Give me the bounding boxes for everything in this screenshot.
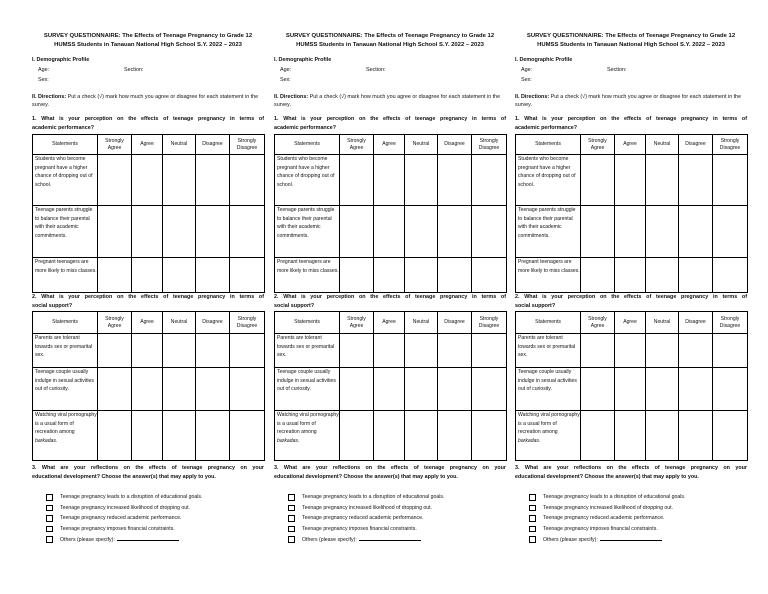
answer-cell[interactable]	[163, 334, 196, 368]
answer-cell[interactable]	[438, 155, 472, 206]
age-label[interactable]: Age:	[521, 67, 533, 73]
header-strongly-agree: Strongly Agree	[581, 135, 615, 155]
section-label[interactable]: Section:	[366, 67, 386, 73]
answer-cell[interactable]	[438, 258, 472, 293]
answer-cell[interactable]	[163, 206, 196, 258]
others-text: Others (please specify):	[60, 537, 115, 543]
question-1-line-2: academic performance?	[274, 124, 337, 131]
answer-cell[interactable]	[615, 258, 646, 293]
table-header-row	[275, 312, 507, 334]
survey-copy	[274, 0, 506, 594]
header-strongly-agree: Strongly Agree	[340, 312, 374, 334]
answer-cell[interactable]	[98, 411, 132, 461]
statement-cell: Parents are tolerant towards sex or premarital sex.	[33, 334, 98, 368]
question-2-line-2: social support?	[32, 302, 73, 309]
answer-cell[interactable]	[679, 368, 713, 411]
answer-cell[interactable]	[438, 206, 472, 258]
answer-cell[interactable]	[132, 258, 163, 293]
title-line-2: HUMSS Students in Tanauan National High School S.Y. 2022 – 2023	[537, 41, 725, 48]
answer-cell[interactable]	[679, 258, 713, 293]
option-label: Teenage pregnancy imposes financial constraints.	[543, 525, 658, 532]
survey-title	[32, 32, 264, 49]
answer-cell[interactable]	[196, 206, 230, 258]
checkbox-icon[interactable]	[46, 505, 53, 512]
table-row	[275, 155, 507, 206]
statement-cell: Teenage parents struggle to balance their parental with their academic commitments.	[516, 206, 581, 258]
statement-cell: Parents are tolerant towards sex or premarital sex.	[516, 334, 581, 368]
option-label: Teenage pregnancy imposes financial constraints.	[302, 525, 417, 532]
answer-cell[interactable]	[679, 334, 713, 368]
demographic-heading: I. Demographic Profile	[274, 57, 332, 63]
survey-title	[274, 32, 506, 49]
option-financial-constraints[interactable]	[46, 524, 264, 535]
question-2-line-1: 2. What is your perception on the effects of teenage pregnancy in terms of	[515, 294, 747, 300]
answer-cell[interactable]	[581, 368, 615, 411]
question-3-options	[288, 492, 506, 545]
answer-cell[interactable]	[646, 206, 679, 258]
directions-text	[515, 93, 747, 110]
option-others[interactable]	[529, 534, 747, 545]
question-2-heading	[32, 293, 264, 311]
directions-text	[32, 93, 264, 110]
answer-cell[interactable]	[679, 155, 713, 206]
header-strongly-disagree: Strongly Disagree	[713, 312, 748, 334]
question-2-line-2: social support?	[515, 302, 556, 309]
table-row	[516, 334, 748, 368]
answer-cell[interactable]	[615, 155, 646, 206]
option-others[interactable]	[288, 534, 506, 545]
header-disagree: Disagree	[196, 312, 230, 334]
answer-cell[interactable]	[438, 334, 472, 368]
header-strongly-agree: Strongly Agree	[340, 135, 374, 155]
statement-cell: Students who become pregnant have a higher chance of dropping out of school.	[275, 155, 340, 206]
question-1-line-1: 1. What is your perception on the effects of teenage pregnancy in terms of	[515, 116, 747, 122]
checkbox-icon[interactable]	[46, 515, 53, 522]
header-neutral: Neutral	[646, 135, 679, 155]
directions-label: II. Directions:	[515, 94, 550, 100]
answer-cell[interactable]	[646, 411, 679, 461]
answer-cell[interactable]	[615, 368, 646, 411]
answer-cell[interactable]	[374, 368, 405, 411]
table-row	[516, 206, 748, 258]
title-line-2: HUMSS Students in Tanauan National High School S.Y. 2022 – 2023	[296, 41, 484, 48]
answer-cell[interactable]	[713, 206, 748, 258]
answer-cell[interactable]	[472, 206, 507, 258]
table-row	[275, 206, 507, 258]
section-label[interactable]: Section:	[607, 67, 627, 73]
answer-cell[interactable]	[405, 258, 438, 293]
title-line-1: SURVEY QUESTIONNAIRE: The Effects of Teenage Pregnancy to Grade 12	[43, 33, 253, 39]
option-label: Teenage pregnancy increased likelihood of dropping out.	[302, 504, 433, 511]
answer-cell[interactable]	[98, 258, 132, 293]
header-strongly-agree: Strongly Agree	[98, 312, 132, 334]
header-strongly-agree: Strongly Agree	[98, 135, 132, 155]
table-row	[275, 334, 507, 368]
option-reduced-performance[interactable]	[288, 513, 506, 524]
table-row	[275, 368, 507, 411]
answer-cell[interactable]	[196, 258, 230, 293]
table-row	[33, 155, 265, 206]
answer-cell[interactable]	[713, 155, 748, 206]
header-disagree: Disagree	[438, 312, 472, 334]
answer-cell[interactable]	[679, 411, 713, 461]
question-1-line-2: academic performance?	[32, 124, 95, 131]
header-disagree: Disagree	[679, 135, 713, 155]
others-specify-field[interactable]	[117, 534, 179, 541]
header-strongly-agree: Strongly Agree	[581, 312, 615, 334]
answer-cell[interactable]	[374, 334, 405, 368]
header-statements: Statements	[516, 135, 581, 155]
option-label: Teenage pregnancy leads to a disruption of educational goals.	[543, 494, 686, 500]
header-disagree: Disagree	[679, 312, 713, 334]
answer-cell[interactable]	[374, 206, 405, 258]
answer-cell[interactable]	[615, 334, 646, 368]
answer-cell[interactable]	[196, 368, 230, 411]
header-neutral: Neutral	[163, 135, 196, 155]
sex-label[interactable]: Sex:	[38, 77, 49, 83]
header-disagree: Disagree	[438, 135, 472, 155]
checkbox-icon[interactable]	[46, 494, 53, 501]
answer-cell[interactable]	[163, 411, 196, 461]
answer-cell[interactable]	[163, 368, 196, 411]
others-specify-field[interactable]	[359, 534, 421, 541]
answer-cell[interactable]	[615, 206, 646, 258]
question-2-heading	[515, 293, 747, 311]
answer-cell[interactable]	[196, 155, 230, 206]
option-reduced-performance[interactable]	[529, 513, 747, 524]
demographic-heading: I. Demographic Profile	[32, 57, 90, 63]
table-header-row	[275, 135, 507, 155]
header-strongly-disagree: Strongly Disagree	[230, 312, 265, 334]
section-label[interactable]: Section:	[124, 67, 144, 73]
question-2-line-1: 2. What is your perception on the effects of teenage pregnancy in terms of	[32, 294, 264, 300]
answer-cell[interactable]	[405, 368, 438, 411]
answer-cell[interactable]	[98, 368, 132, 411]
question-2-table	[32, 311, 265, 461]
header-agree: Agree	[615, 135, 646, 155]
answer-cell[interactable]	[132, 334, 163, 368]
others-text: Others (please specify):	[543, 537, 598, 543]
answer-cell[interactable]	[230, 334, 265, 368]
question-3-options	[46, 492, 264, 545]
directions-body: Put a check (√) mark how much you agree or disagree for each statement in the survey.	[515, 94, 742, 109]
question-2-line-1: 2. What is your perception on the effects of teenage pregnancy in terms of	[274, 294, 506, 300]
option-label: Teenage pregnancy leads to a disruption of educational goals.	[302, 494, 445, 500]
answer-cell[interactable]	[581, 258, 615, 293]
age-label[interactable]: Age:	[280, 67, 292, 73]
statement-cell	[275, 411, 340, 461]
table-row	[516, 411, 748, 461]
header-neutral: Neutral	[163, 312, 196, 334]
question-1-table	[274, 134, 507, 293]
table-row	[33, 206, 265, 258]
answer-cell[interactable]	[163, 155, 196, 206]
option-financial-constraints[interactable]	[529, 524, 747, 535]
option-label	[60, 534, 179, 546]
statement-cell: Teenage couple usually indulge in sexual activities out of curiosity.	[516, 368, 581, 411]
question-1-table	[32, 134, 265, 293]
answer-cell[interactable]	[132, 368, 163, 411]
header-neutral: Neutral	[405, 312, 438, 334]
option-dropping-out[interactable]	[46, 503, 264, 514]
answer-cell[interactable]	[438, 368, 472, 411]
answer-cell[interactable]	[713, 334, 748, 368]
statement-text: Watching viral pornography is a usual form of recreation among	[518, 412, 580, 436]
answer-cell[interactable]	[374, 155, 405, 206]
question-3-line-2: educational development? Choose the answer(s) that may apply to you.	[32, 473, 216, 480]
table-header-row	[33, 312, 265, 334]
answer-cell[interactable]	[374, 258, 405, 293]
answer-cell[interactable]	[196, 334, 230, 368]
question-1-table	[515, 134, 748, 293]
header-statements: Statements	[33, 135, 98, 155]
answer-cell[interactable]	[438, 411, 472, 461]
age-label[interactable]: Age:	[38, 67, 50, 73]
header-strongly-disagree: Strongly Disagree	[713, 135, 748, 155]
table-row	[33, 334, 265, 368]
answer-cell[interactable]	[132, 411, 163, 461]
question-3-options	[529, 492, 747, 545]
answer-cell[interactable]	[713, 368, 748, 411]
others-specify-field[interactable]	[600, 534, 662, 541]
title-line-1: SURVEY QUESTIONNAIRE: The Effects of Teenage Pregnancy to Grade 12	[285, 33, 495, 39]
header-neutral: Neutral	[405, 135, 438, 155]
option-label: Teenage pregnancy increased likelihood of dropping out.	[543, 504, 674, 511]
answer-cell[interactable]	[405, 334, 438, 368]
answer-cell[interactable]	[230, 258, 265, 293]
checkbox-icon[interactable]	[529, 505, 536, 512]
directions-label: II. Directions:	[274, 94, 309, 100]
answer-cell[interactable]	[340, 368, 374, 411]
title-line-1: SURVEY QUESTIONNAIRE: The Effects of Teenage Pregnancy to Grade 12	[526, 33, 736, 39]
question-3-line-2: educational development? Choose the answer(s) that may apply to you.	[515, 473, 699, 480]
answer-cell[interactable]	[340, 334, 374, 368]
question-2-table	[515, 311, 748, 461]
statement-cell: Students who become pregnant have a higher chance of dropping out of school.	[33, 155, 98, 206]
title-line-2: HUMSS Students in Tanauan National High School S.Y. 2022 – 2023	[54, 41, 242, 48]
table-row	[275, 411, 507, 461]
demographic-heading: I. Demographic Profile	[515, 57, 573, 63]
question-3-line-2: educational development? Choose the answer(s) that may apply to you.	[274, 473, 458, 480]
sex-label[interactable]: Sex:	[521, 77, 532, 83]
checkbox-icon[interactable]	[288, 515, 295, 522]
answer-cell[interactable]	[472, 411, 507, 461]
header-agree: Agree	[615, 312, 646, 334]
option-disruption[interactable]	[288, 492, 506, 503]
answer-cell[interactable]	[581, 206, 615, 258]
statement-cell: Parents are tolerant towards sex or premarital sex.	[275, 334, 340, 368]
answer-cell[interactable]	[230, 206, 265, 258]
option-label: Teenage pregnancy increased likelihood of dropping out.	[60, 504, 191, 511]
sex-label[interactable]: Sex:	[280, 77, 291, 83]
option-label	[302, 534, 421, 546]
statement-emphasis: barkadas.	[35, 438, 58, 445]
checkbox-icon[interactable]	[529, 526, 536, 533]
question-2-heading	[274, 293, 506, 311]
header-disagree: Disagree	[196, 135, 230, 155]
checkbox-icon[interactable]	[288, 505, 295, 512]
statement-cell: Teenage parents struggle to balance their parental with their academic commitments.	[275, 206, 340, 258]
header-agree: Agree	[132, 135, 163, 155]
option-disruption[interactable]	[46, 492, 264, 503]
checkbox-icon[interactable]	[529, 494, 536, 501]
question-1-line-1: 1. What is your perception on the effects of teenage pregnancy in terms of	[274, 116, 506, 122]
survey-copy	[32, 0, 264, 594]
answer-cell[interactable]	[98, 206, 132, 258]
table-header-row	[33, 135, 265, 155]
table-header-row	[516, 135, 748, 155]
answer-cell[interactable]	[340, 258, 374, 293]
statement-cell: Pregnant teenagers are more likely to miss classes.	[33, 258, 98, 293]
table-row	[33, 368, 265, 411]
answer-cell[interactable]	[646, 155, 679, 206]
statement-cell	[516, 411, 581, 461]
option-label: Teenage pregnancy reduced academic performance.	[302, 515, 424, 521]
option-dropping-out[interactable]	[288, 503, 506, 514]
header-neutral: Neutral	[646, 312, 679, 334]
statement-cell: Pregnant teenagers are more likely to miss classes.	[516, 258, 581, 293]
answer-cell[interactable]	[581, 334, 615, 368]
option-label	[543, 534, 662, 546]
option-label: Teenage pregnancy reduced academic performance.	[543, 515, 665, 521]
answer-cell[interactable]	[615, 411, 646, 461]
statement-cell: Teenage parents struggle to balance their parental with their academic commitments.	[33, 206, 98, 258]
table-header-row	[516, 312, 748, 334]
answer-cell[interactable]	[230, 368, 265, 411]
answer-cell[interactable]	[230, 411, 265, 461]
question-1-heading	[274, 115, 506, 133]
answer-cell[interactable]	[679, 206, 713, 258]
question-1-line-1: 1. What is your perception on the effects of teenage pregnancy in terms of	[32, 116, 264, 122]
header-agree: Agree	[374, 312, 405, 334]
checkbox-icon[interactable]	[46, 526, 53, 533]
header-statements: Statements	[516, 312, 581, 334]
answer-cell[interactable]	[472, 258, 507, 293]
answer-cell[interactable]	[196, 411, 230, 461]
checkbox-icon[interactable]	[288, 526, 295, 533]
directions-text	[274, 93, 506, 110]
question-3-heading	[515, 464, 747, 482]
answer-cell[interactable]	[374, 411, 405, 461]
question-1-heading	[32, 115, 264, 133]
option-others[interactable]	[46, 534, 264, 545]
answer-cell[interactable]	[230, 155, 265, 206]
option-disruption[interactable]	[529, 492, 747, 503]
header-agree: Agree	[132, 312, 163, 334]
statement-cell: Pregnant teenagers are more likely to miss classes.	[275, 258, 340, 293]
statement-emphasis: barkadas.	[277, 438, 300, 445]
statement-cell: Teenage couple usually indulge in sexual activities out of curiosity.	[275, 368, 340, 411]
answer-cell[interactable]	[98, 155, 132, 206]
answer-cell[interactable]	[713, 411, 748, 461]
header-strongly-disagree: Strongly Disagree	[472, 135, 507, 155]
question-2-table	[274, 311, 507, 461]
answer-cell[interactable]	[340, 411, 374, 461]
directions-body: Put a check (√) mark how much you agree or disagree for each statement in the survey.	[274, 94, 501, 109]
survey-copy	[515, 0, 747, 594]
option-financial-constraints[interactable]	[288, 524, 506, 535]
question-3-line-1: 3. What are your reflections on the effects of teenage pregnancy on your	[32, 465, 264, 471]
answer-cell[interactable]	[646, 368, 679, 411]
question-1-heading	[515, 115, 747, 133]
answer-cell[interactable]	[713, 258, 748, 293]
answer-cell[interactable]	[646, 334, 679, 368]
checkbox-icon[interactable]	[288, 494, 295, 501]
statement-cell	[33, 411, 98, 461]
table-row	[33, 258, 265, 293]
question-1-line-2: academic performance?	[515, 124, 578, 131]
answer-cell[interactable]	[405, 206, 438, 258]
checkbox-icon[interactable]	[46, 536, 53, 543]
statement-emphasis: barkadas.	[518, 438, 541, 445]
answer-cell[interactable]	[98, 334, 132, 368]
answer-cell[interactable]	[132, 206, 163, 258]
header-statements: Statements	[33, 312, 98, 334]
question-3-line-1: 3. What are your reflections on the effects of teenage pregnancy on your	[515, 465, 747, 471]
option-label: Teenage pregnancy reduced academic performance.	[60, 515, 182, 521]
table-row	[275, 258, 507, 293]
directions-body: Put a check (√) mark how much you agree or disagree for each statement in the survey.	[32, 94, 259, 109]
answer-cell[interactable]	[340, 206, 374, 258]
answer-cell[interactable]	[405, 155, 438, 206]
header-statements: Statements	[275, 135, 340, 155]
header-strongly-disagree: Strongly Disagree	[230, 135, 265, 155]
table-row	[33, 411, 265, 461]
header-statements: Statements	[275, 312, 340, 334]
others-text: Others (please specify):	[302, 537, 357, 543]
question-3-line-1: 3. What are your reflections on the effects of teenage pregnancy on your	[274, 465, 506, 471]
option-dropping-out[interactable]	[529, 503, 747, 514]
answer-cell[interactable]	[132, 155, 163, 206]
answer-cell[interactable]	[581, 411, 615, 461]
directions-label: II. Directions:	[32, 94, 67, 100]
statement-cell: Teenage couple usually indulge in sexual activities out of curiosity.	[33, 368, 98, 411]
checkbox-icon[interactable]	[529, 536, 536, 543]
answer-cell[interactable]	[163, 258, 196, 293]
checkbox-icon[interactable]	[529, 515, 536, 522]
question-2-line-2: social support?	[274, 302, 315, 309]
statement-cell: Students who become pregnant have a higher chance of dropping out of school.	[516, 155, 581, 206]
statement-text: Watching viral pornography is a usual form of recreation among	[35, 412, 97, 436]
table-row	[516, 368, 748, 411]
option-label: Teenage pregnancy imposes financial constraints.	[60, 525, 175, 532]
statement-text: Watching viral pornography is a usual form of recreation among	[277, 412, 339, 436]
answer-cell[interactable]	[472, 368, 507, 411]
header-agree: Agree	[374, 135, 405, 155]
question-3-heading	[32, 464, 264, 482]
answer-cell[interactable]	[405, 411, 438, 461]
table-row	[516, 258, 748, 293]
header-strongly-disagree: Strongly Disagree	[472, 312, 507, 334]
answer-cell[interactable]	[646, 258, 679, 293]
checkbox-icon[interactable]	[288, 536, 295, 543]
answer-cell[interactable]	[472, 334, 507, 368]
option-label: Teenage pregnancy leads to a disruption of educational goals.	[60, 494, 203, 500]
table-row	[516, 155, 748, 206]
survey-title	[515, 32, 747, 49]
answer-cell[interactable]	[340, 155, 374, 206]
answer-cell[interactable]	[472, 155, 507, 206]
option-reduced-performance[interactable]	[46, 513, 264, 524]
question-3-heading	[274, 464, 506, 482]
answer-cell[interactable]	[581, 155, 615, 206]
